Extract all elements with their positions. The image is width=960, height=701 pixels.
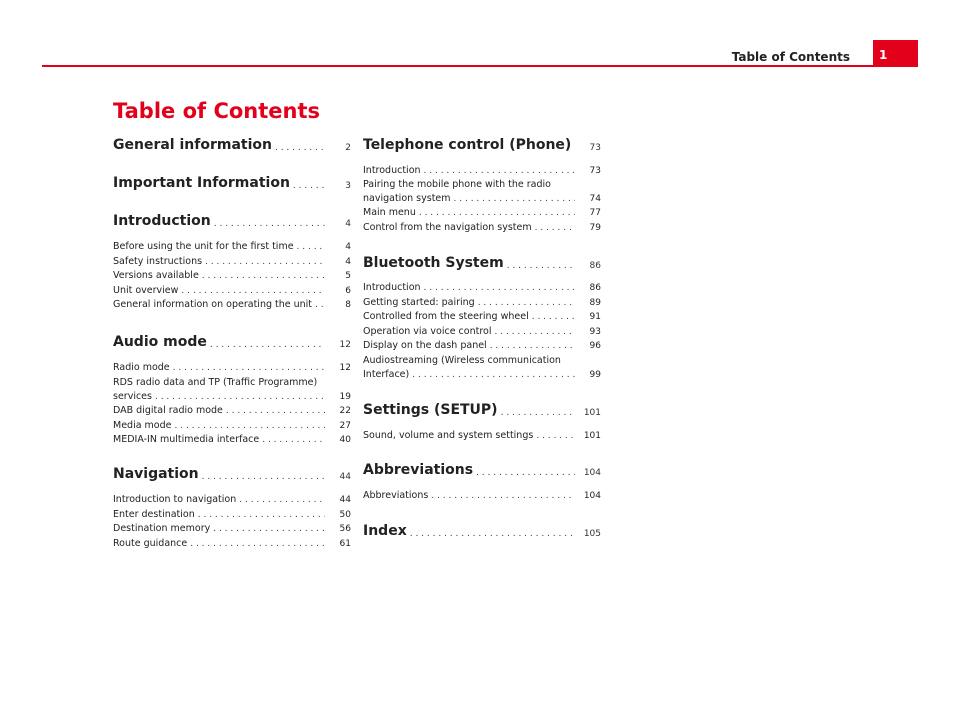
toc-entry[interactable] <box>363 179 601 204</box>
toc-title: Table of Contents <box>113 99 321 123</box>
dot-leader <box>424 166 575 176</box>
page-ref: 101 <box>583 431 601 441</box>
dot-leader <box>507 261 575 271</box>
dot-leader <box>210 340 325 350</box>
page-ref: 91 <box>589 312 601 322</box>
entry-title-line: Audiostreaming (Wireless communication <box>363 355 561 366</box>
dot-leader <box>419 208 575 218</box>
toc-entry[interactable] <box>363 297 601 308</box>
entry-title: Destination memory <box>113 523 211 534</box>
toc-entry[interactable] <box>363 326 601 337</box>
page-ref: 105 <box>583 529 601 539</box>
entry-title: Main menu <box>363 207 416 218</box>
toc-entry[interactable] <box>363 222 601 233</box>
page-ref: 8 <box>345 300 351 310</box>
page-ref: 73 <box>589 143 601 153</box>
toc-entry[interactable] <box>363 340 601 351</box>
dot-leader <box>214 219 325 229</box>
dot-leader <box>181 286 325 296</box>
page-ref: 44 <box>339 472 351 482</box>
entry-title: Introduction to navigation <box>113 494 237 505</box>
dot-leader <box>293 181 325 191</box>
dot-leader <box>213 524 325 534</box>
entry-title: Abbreviations <box>363 490 429 501</box>
chapter-title: Audio mode <box>113 334 207 350</box>
dot-leader <box>501 408 575 418</box>
toc-chapter-abbreviations[interactable] <box>363 462 601 478</box>
dot-leader <box>226 406 325 416</box>
dot-leader <box>202 472 325 482</box>
header-rule <box>42 65 918 67</box>
entry-title-line: RDS radio data and TP (Traffic Programme) <box>113 377 318 388</box>
dot-leader <box>490 341 575 351</box>
toc-entry[interactable] <box>113 509 351 520</box>
toc-entry[interactable] <box>113 241 351 252</box>
entry-title: Control from the navigation system <box>363 222 532 233</box>
chapter-title: Bluetooth System <box>363 255 504 271</box>
page-ref: 74 <box>589 194 601 204</box>
entry-title: Before using the unit for the first time <box>113 241 294 252</box>
dot-leader <box>410 529 575 539</box>
toc-entry[interactable] <box>363 282 601 293</box>
toc-entry[interactable] <box>113 405 351 416</box>
toc-entry[interactable] <box>113 362 351 373</box>
page-ref: 4 <box>345 257 351 267</box>
page-number: 1 <box>879 48 888 62</box>
entry-title: Introduction <box>363 165 421 176</box>
dot-leader <box>315 300 325 310</box>
toc-entry[interactable] <box>363 207 601 218</box>
dot-leader <box>175 421 326 431</box>
page-ref: 12 <box>339 340 351 350</box>
entry-title: Controlled from the steering wheel <box>363 311 529 322</box>
dot-leader <box>476 468 575 478</box>
chapter-title: Telephone control (Phone) <box>363 137 572 153</box>
page-ref: 19 <box>339 392 351 402</box>
page-ref: 101 <box>583 408 601 418</box>
page-ref: 22 <box>339 406 351 416</box>
toc-entry[interactable] <box>113 377 351 402</box>
page-ref: 99 <box>589 370 601 380</box>
toc-chapter-telephone[interactable] <box>363 137 601 153</box>
entry-title-line: Pairing the mobile phone with the radio <box>363 179 551 190</box>
toc-entry[interactable] <box>113 538 351 549</box>
entry-title: navigation system <box>363 193 451 204</box>
dot-leader <box>173 363 325 373</box>
entry-title: Unit overview <box>113 285 179 296</box>
page-ref: 93 <box>589 327 601 337</box>
page-ref: 6 <box>345 286 351 296</box>
toc-chapter-settings[interactable] <box>363 402 601 418</box>
page-ref: 73 <box>589 166 601 176</box>
page-ref: 56 <box>339 524 351 534</box>
entry-title: Introduction <box>363 282 421 293</box>
entry-title: Operation via voice control <box>363 326 492 337</box>
dot-leader <box>431 491 575 501</box>
page-number-box <box>873 40 918 66</box>
toc-entry[interactable] <box>113 434 351 445</box>
dot-leader <box>412 370 575 380</box>
toc-chapter-introduction[interactable] <box>113 213 351 229</box>
chapter-title: Important Information <box>113 175 290 191</box>
dot-leader <box>297 242 325 252</box>
entry-title: Versions available <box>113 270 199 281</box>
page-ref: 77 <box>589 208 601 218</box>
entry-title: MEDIA-IN multimedia interface <box>113 434 260 445</box>
toc-entry[interactable] <box>113 420 351 431</box>
toc-entry[interactable] <box>363 490 601 501</box>
entry-title: Interface) <box>363 369 410 380</box>
entry-title: Display on the dash panel <box>363 340 487 351</box>
dot-leader <box>190 539 325 549</box>
page-ref: 96 <box>589 341 601 351</box>
page-ref: 104 <box>583 491 601 501</box>
page-ref: 104 <box>583 468 601 478</box>
page-ref: 12 <box>339 363 351 373</box>
entry-title: Sound, volume and system settings <box>363 430 534 441</box>
chapter-title: Navigation <box>113 466 199 482</box>
dot-leader <box>454 194 575 204</box>
entry-title: services <box>113 391 152 402</box>
toc-chapter-navigation[interactable] <box>113 466 351 482</box>
toc-entry[interactable] <box>113 299 351 310</box>
toc-entry[interactable] <box>363 430 601 441</box>
dot-leader <box>536 431 575 441</box>
toc-entry[interactable] <box>363 165 601 176</box>
entry-title: Route guidance <box>113 538 188 549</box>
dot-leader <box>205 257 325 267</box>
page-ref: 40 <box>339 435 351 445</box>
toc-chapter-index[interactable] <box>363 523 601 539</box>
dot-leader <box>275 143 325 153</box>
toc-entry[interactable] <box>363 355 601 380</box>
chapter-title: Settings (SETUP) <box>363 402 498 418</box>
toc-chapter-important-information[interactable] <box>113 175 351 191</box>
toc-entry[interactable] <box>113 494 351 505</box>
entry-title: Getting started: pairing <box>363 297 475 308</box>
toc-chapter-bluetooth[interactable] <box>363 255 601 271</box>
dot-leader <box>262 435 325 445</box>
entry-title: Radio mode <box>113 362 170 373</box>
page-ref: 61 <box>339 539 351 549</box>
page-ref: 5 <box>345 271 351 281</box>
entry-title: DAB digital radio mode <box>113 405 223 416</box>
page-ref: 79 <box>589 223 601 233</box>
dot-leader <box>535 223 575 233</box>
entry-title: Media mode <box>113 420 172 431</box>
toc-entry[interactable] <box>113 523 351 534</box>
dot-leader <box>202 271 325 281</box>
running-header-title: Table of Contents <box>731 50 850 64</box>
page-ref: 27 <box>339 421 351 431</box>
toc-entry[interactable] <box>113 256 351 267</box>
page-ref: 86 <box>589 283 601 293</box>
dot-leader <box>495 327 576 337</box>
chapter-title: General information <box>113 137 272 153</box>
entry-title: General information on operating the unit <box>113 299 313 310</box>
dot-leader <box>478 298 575 308</box>
dot-leader <box>532 312 575 322</box>
page-ref: 86 <box>589 261 601 271</box>
toc-chapter-audio-mode[interactable] <box>113 334 351 350</box>
page-ref: 3 <box>345 181 351 191</box>
toc-entry[interactable] <box>363 311 601 322</box>
page-ref: 89 <box>589 298 601 308</box>
dot-leader <box>574 143 575 153</box>
toc-chapter-general-information[interactable] <box>113 137 351 153</box>
chapter-title: Abbreviations <box>363 462 474 478</box>
chapter-title: Introduction <box>113 213 211 229</box>
dot-leader <box>424 283 575 293</box>
page-ref: 4 <box>345 242 351 252</box>
dot-leader <box>239 495 325 505</box>
entry-title: Safety instructions <box>113 256 203 267</box>
page-ref: 2 <box>345 143 351 153</box>
page-ref: 4 <box>345 219 351 229</box>
page-ref: 44 <box>339 495 351 505</box>
entry-title: Enter destination <box>113 509 195 520</box>
chapter-title: Index <box>363 523 407 539</box>
dot-leader <box>155 392 325 402</box>
toc-entry[interactable] <box>113 285 351 296</box>
toc-entry[interactable] <box>113 270 351 281</box>
dot-leader <box>198 510 325 520</box>
page-ref: 50 <box>339 510 351 520</box>
